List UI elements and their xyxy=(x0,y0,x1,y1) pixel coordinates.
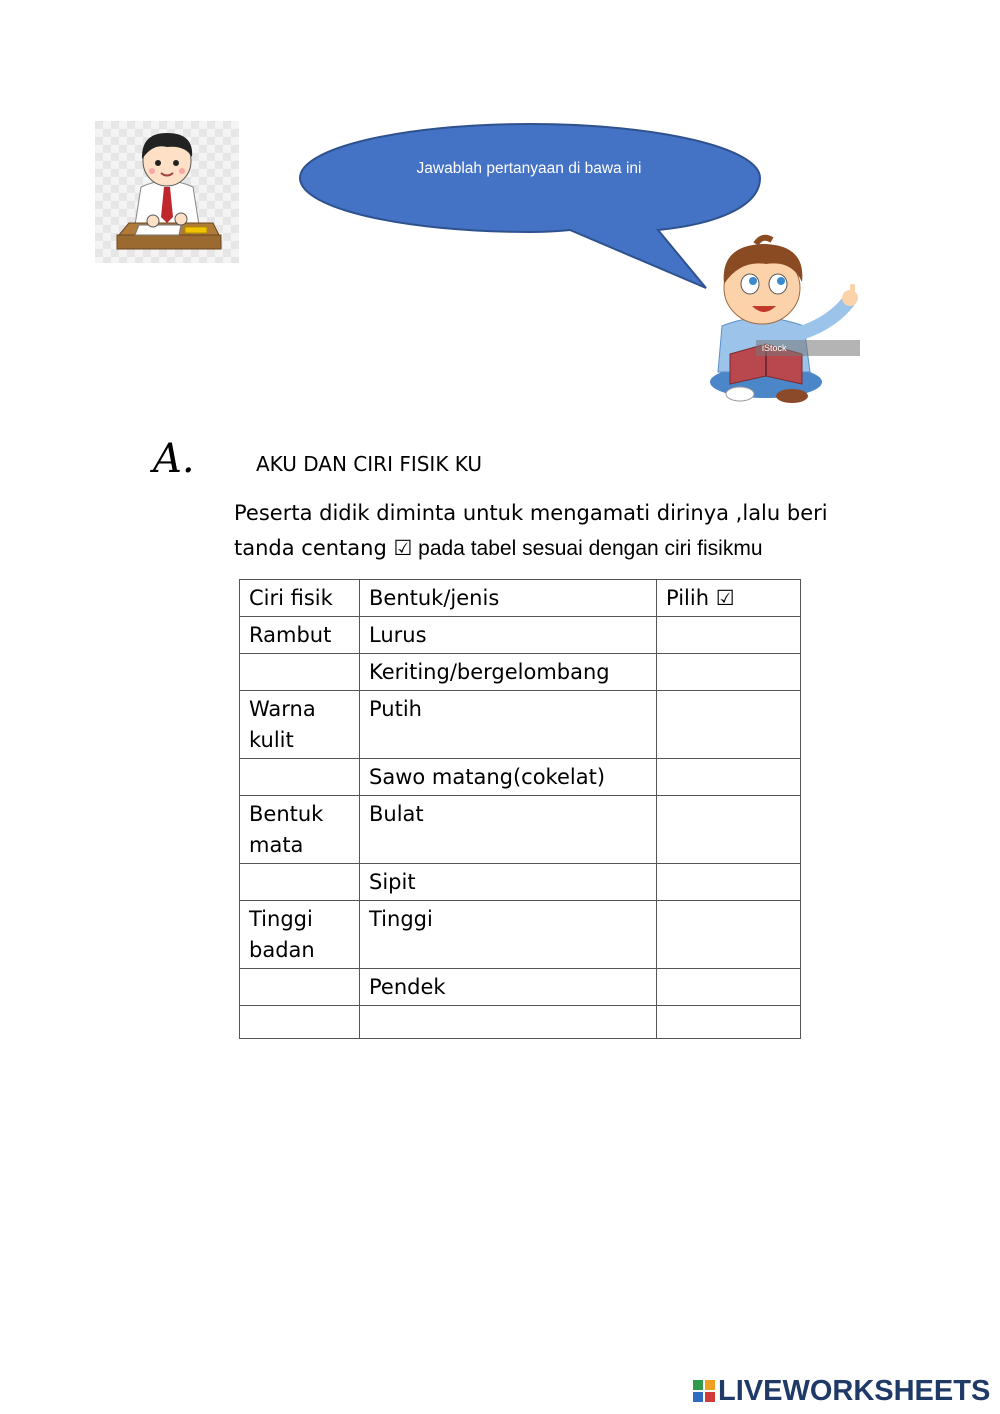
istock-watermark: iStock xyxy=(762,343,787,353)
choice-cell[interactable] xyxy=(657,691,801,759)
type-cell xyxy=(360,1006,657,1039)
table-row xyxy=(240,901,801,969)
trait-cell xyxy=(240,1006,360,1039)
table-row xyxy=(240,759,801,796)
student-writing-illustration xyxy=(95,121,239,263)
choice-cell[interactable] xyxy=(657,796,801,864)
type-cell: Lurus xyxy=(360,617,657,654)
table-row xyxy=(240,617,801,654)
physical-traits-table xyxy=(239,579,801,1039)
table-row xyxy=(240,864,801,901)
speech-bubble-text: Jawablah pertanyaan di bawa ini xyxy=(416,160,642,177)
header-pilih: Pilih ☑ xyxy=(657,580,801,617)
type-cell: Sipit xyxy=(360,864,657,901)
choice-cell[interactable] xyxy=(657,1006,801,1039)
trait-cell xyxy=(240,864,360,901)
type-cell: Pendek xyxy=(360,969,657,1006)
header-ciri-fisik: Ciri fisik xyxy=(240,580,360,617)
table-row xyxy=(240,1006,801,1039)
trait-cell xyxy=(240,969,360,1006)
trait-cell: Tinggi badan xyxy=(240,901,360,969)
section-letter: A. xyxy=(153,436,195,482)
choice-cell[interactable] xyxy=(657,969,801,1006)
trait-cell: Warna kulit xyxy=(240,691,360,759)
trait-cell: Bentuk mata xyxy=(240,796,360,864)
table-row xyxy=(240,654,801,691)
table-row xyxy=(240,796,801,864)
type-cell: Tinggi xyxy=(360,901,657,969)
choice-cell[interactable] xyxy=(657,759,801,796)
type-cell: Putih xyxy=(360,691,657,759)
choice-cell[interactable] xyxy=(657,864,801,901)
type-cell: Sawo matang(cokelat) xyxy=(360,759,657,796)
trait-cell xyxy=(240,654,360,691)
liveworksheets-brand[interactable] xyxy=(693,1376,990,1406)
choice-cell[interactable] xyxy=(657,654,801,691)
table-header-row xyxy=(240,580,801,617)
trait-cell xyxy=(240,759,360,796)
choice-cell[interactable] xyxy=(657,901,801,969)
liveworksheets-logo-icon xyxy=(693,1380,715,1402)
brand-text: LIVEWORKSHEETS xyxy=(718,1374,991,1407)
instruction-text xyxy=(234,496,874,566)
instruction-part-1: Peserta didik diminta untuk mengamati dirinya ,lalu beri tanda centang ☑ xyxy=(234,501,828,560)
speech-bubble xyxy=(298,122,763,292)
instruction-part-2: pada tabel sesuai dengan ciri fisikmu xyxy=(412,537,763,560)
choice-cell[interactable] xyxy=(657,617,801,654)
table-row xyxy=(240,691,801,759)
type-cell: Keriting/bergelombang xyxy=(360,654,657,691)
section-title: AKU DAN CIRI FISIK KU xyxy=(256,452,483,476)
table-row xyxy=(240,969,801,1006)
header-bentuk-jenis: Bentuk/jenis xyxy=(360,580,657,617)
trait-cell: Rambut xyxy=(240,617,360,654)
boy-reading-illustration xyxy=(700,232,865,408)
type-cell: Bulat xyxy=(360,796,657,864)
